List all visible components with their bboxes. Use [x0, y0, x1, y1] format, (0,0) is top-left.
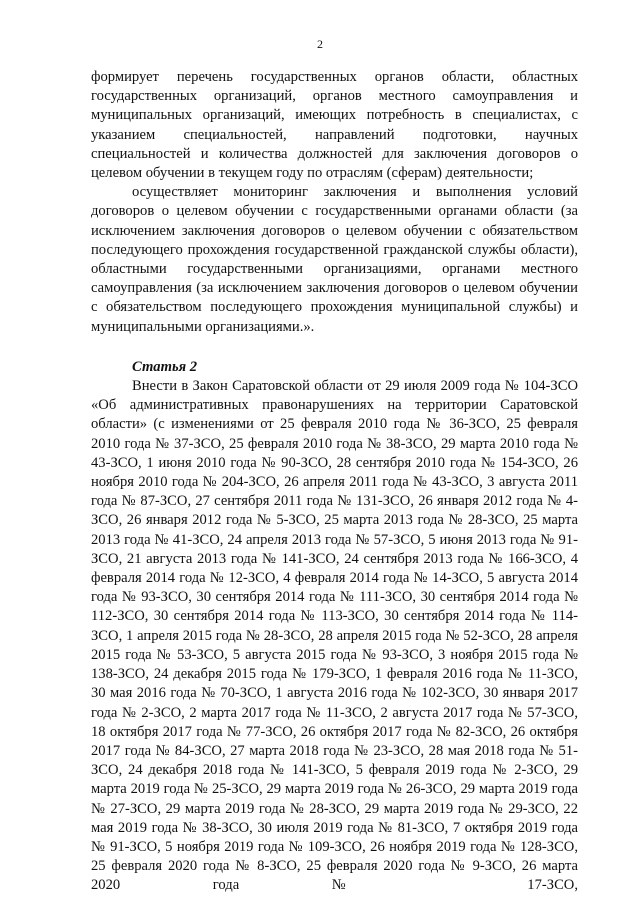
- document-body: [91, 68, 578, 896]
- article-heading: Статья 2: [132, 358, 198, 375]
- paragraph-target-training-list: формирует перечень государственных органов области, областных государственных организаций, органов местного самоуправления и муниципальных организаций, имеющих потребность в специалистах, с указанием специальностей, направлений подготовки, научных специальностей и количества должностей для заключения договоров о целевом обучении в текущем году по отраслям (сферам) деятельности;: [91, 69, 578, 182]
- article-text: Внести в Закон Саратовской области от 29 июля 2009 года № 104-ЗСО «Об административных правонарушениях на территории Саратовской области» (с изменениями от 25 февраля 2010 года № 36-ЗСО, 25 февраля 2010 года № 37-ЗСО, 25 февраля 2010 года № 38-ЗСО, 29 марта 2010 года № 43-ЗСО, 1 июня 2010 года № 90-ЗСО, 28 сентября 2010 года № 154-ЗСО, 26 ноября 2010 года № 204-ЗСО, 26 апреля 2011 года № 43-ЗСО, 3 августа 2011 года № 87-ЗСО, 27 сентября 2011 года № 131-ЗСО, 26 января 2012 года № 4-ЗСО, 26 января 2012 года № 5-ЗСО, 25 марта 2013 года № 28-ЗСО, 25 марта 2013 года № 41-ЗСО, 24 апреля 2013 года № 57-ЗСО, 5 июня 2013 года № 91-ЗСО, 21 августа 2013 года № 141-ЗСО, 24 сентября 2013 года № 166-ЗСО, 4 февраля 2014 года № 12-ЗСО, 4 февраля 2014 года № 14-ЗСО, 5 августа 2014 года № 93-ЗСО, 30 сентября 2014 года № 111-ЗСО, 30 сентября 2014 года № 112-ЗСО, 30 сентября 2014 года № 113-ЗСО, 30 сентября 2014 года № 114-ЗСО, 1 апреля 2015 года № 28-ЗСО, 28 апреля 2015 года № 52-ЗСО, 28 апреля 2015 года № 53-ЗСО, 5 августа 2015 года № 93-ЗСО, 3 ноября 2015 года № 138-ЗСО, 24 декабря 2015 года № 179-ЗСО, 1 февраля 2016 года № 11-ЗСО, 30 мая 2016 года № 70-ЗСО, 1 августа 2016 года № 102-ЗСО, 30 января 2017 года № 2-ЗСО, 2 марта 2017 года № 11-ЗСО, 2 августа 2017 года № 57-ЗСО, 18 октября 2017 года № 77-ЗСО, 26 октября 2017 года № 82-ЗСО, 26 октября 2017 года № 84-ЗСО, 27 марта 2018 года № 23-ЗСО, 28 мая 2018 года № 51-ЗСО, 24 декабря 2018 года № 141-ЗСО, 5 февраля 2019 года № 2-ЗСО, 29 марта 2019 года № 25-ЗСО, 29 марта 2019 года № 26-ЗСО, 29 марта 2019 года № 27-ЗСО, 29 марта 2019 года № 28-ЗСО, 29 марта 2019 года № 29-ЗСО, 22 мая 2019 года № 38-ЗСО, 30 июля 2019 года № 81-ЗСО, 7 октября 2019 года № 91-ЗСО, 5 ноября 2019 года № 109-ЗСО, 26 ноября 2019 года № 128-ЗСО, 25 февраля 2020 года № 8-ЗСО, 25 февраля 2020 года № 9-ЗСО, 26 марта 2020 года № 17-ЗСО,: [91, 378, 578, 894]
- page-number: 2: [317, 37, 323, 51]
- paragraph-monitoring: осуществляет мониторинг заключения и выполнения условий договоров о целевом обучении с государственными органами области (за исключением заключения договоров о целевом обучении с обязательством последующего прохождения государственной гражданской службы области), областными государственными организациями, органами местного самоуправления (за исключением заключения договоров о целевом обучении с обязательством последующего прохождения муниципальной службы) и муниципальными организациями.».: [91, 184, 578, 335]
